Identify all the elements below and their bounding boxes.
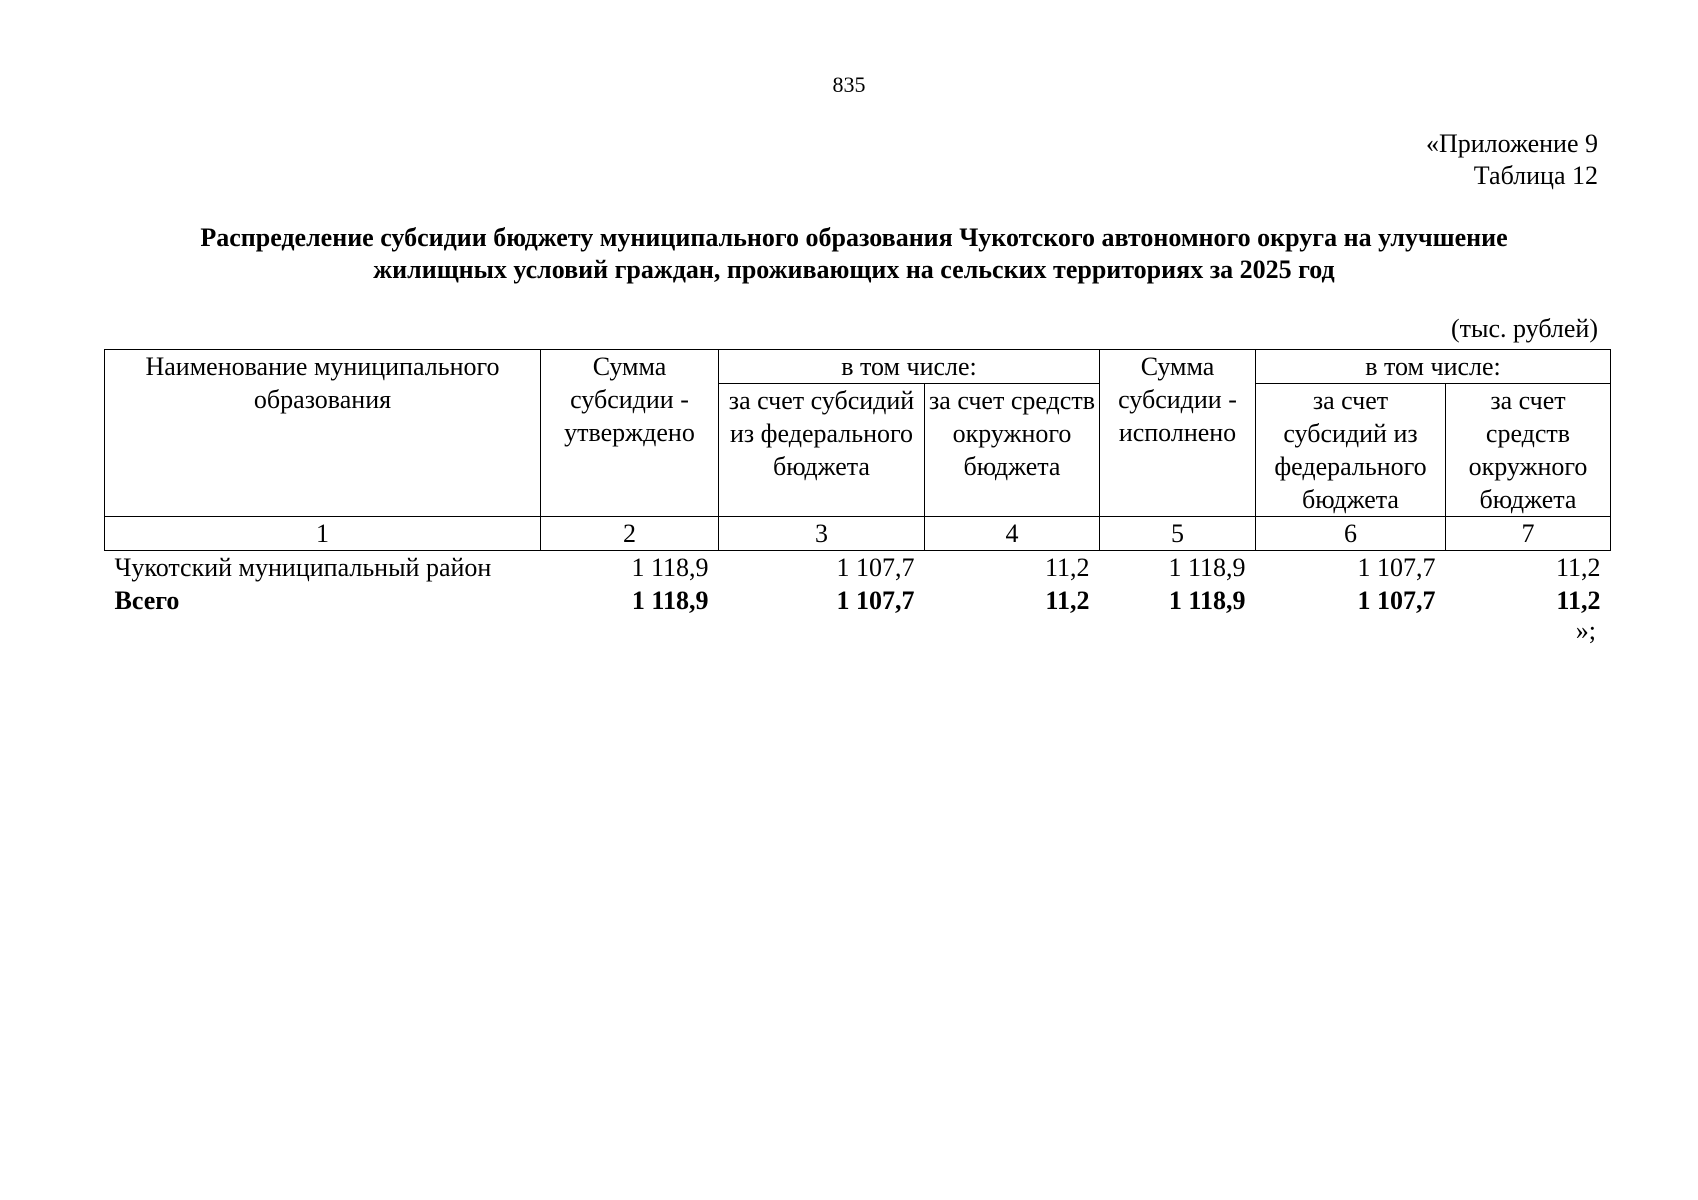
closing-quote: »; xyxy=(1575,616,1596,645)
table-label: Таблица 12 xyxy=(1473,161,1598,190)
header-including-executed: в том числе: xyxy=(1256,350,1611,384)
units-note: (тыс. рублей) xyxy=(1450,314,1598,343)
appendix-label: «Приложение 9 xyxy=(1425,129,1598,158)
total-federal-executed: 1 107,7 xyxy=(1357,586,1436,615)
municipality-name: Чукотский муниципальный район xyxy=(114,553,492,582)
column-number: 6 xyxy=(1256,517,1446,551)
column-number: 2 xyxy=(541,517,719,551)
header-row-top xyxy=(105,350,1611,384)
header-approved: Сумма субсидии - утверждено xyxy=(541,350,719,517)
header-regional-executed: за счет средств окружного бюджета xyxy=(1446,384,1611,517)
subsidy-table-container xyxy=(104,349,1610,617)
header-regional-approved: за счет средств окружного бюджета xyxy=(925,384,1100,517)
column-number: 5 xyxy=(1100,517,1256,551)
subsidy-table xyxy=(104,349,1611,617)
document-title-line-2: жилищных условий граждан, проживающих на сельских территориях за 2025 год xyxy=(373,255,1335,284)
column-number-row xyxy=(105,517,1611,551)
total-label: Всего xyxy=(114,586,180,615)
approved-amount: 1 118,9 xyxy=(631,553,709,582)
regional-executed-amount: 11,2 xyxy=(1555,553,1601,582)
document-title-line-1: Распределение субсидии бюджету муниципального образования Чукотского автономного округа на улучшение xyxy=(200,223,1508,252)
total-federal-approved: 1 107,7 xyxy=(836,586,915,615)
header-federal-executed: за счет субсидий из федерального бюджета xyxy=(1256,384,1446,517)
federal-executed-amount: 1 107,7 xyxy=(1357,553,1436,582)
executed-amount: 1 118,9 xyxy=(1168,553,1246,582)
regional-approved-amount: 11,2 xyxy=(1044,553,1090,582)
total-row xyxy=(105,584,1611,617)
header-executed: Сумма субсидии - исполнено xyxy=(1100,350,1256,517)
page-number: 835 xyxy=(832,72,866,97)
header-including-approved: в том числе: xyxy=(719,350,1100,384)
header-name: Наименование муниципального образования xyxy=(105,350,541,517)
document-title xyxy=(104,222,1604,286)
federal-approved-amount: 1 107,7 xyxy=(836,553,915,582)
column-number: 3 xyxy=(719,517,925,551)
column-number: 4 xyxy=(925,517,1100,551)
appendix-reference xyxy=(1426,128,1598,192)
header-federal-approved: за счет субсидий из федерального бюджета xyxy=(719,384,925,517)
total-regional-executed: 11,2 xyxy=(1556,586,1601,615)
total-regional-approved: 11,2 xyxy=(1045,586,1090,615)
table-row xyxy=(105,551,1611,585)
column-number: 7 xyxy=(1446,517,1611,551)
total-executed: 1 118,9 xyxy=(1168,586,1246,615)
column-number: 1 xyxy=(105,517,541,551)
total-approved: 1 118,9 xyxy=(631,586,709,615)
